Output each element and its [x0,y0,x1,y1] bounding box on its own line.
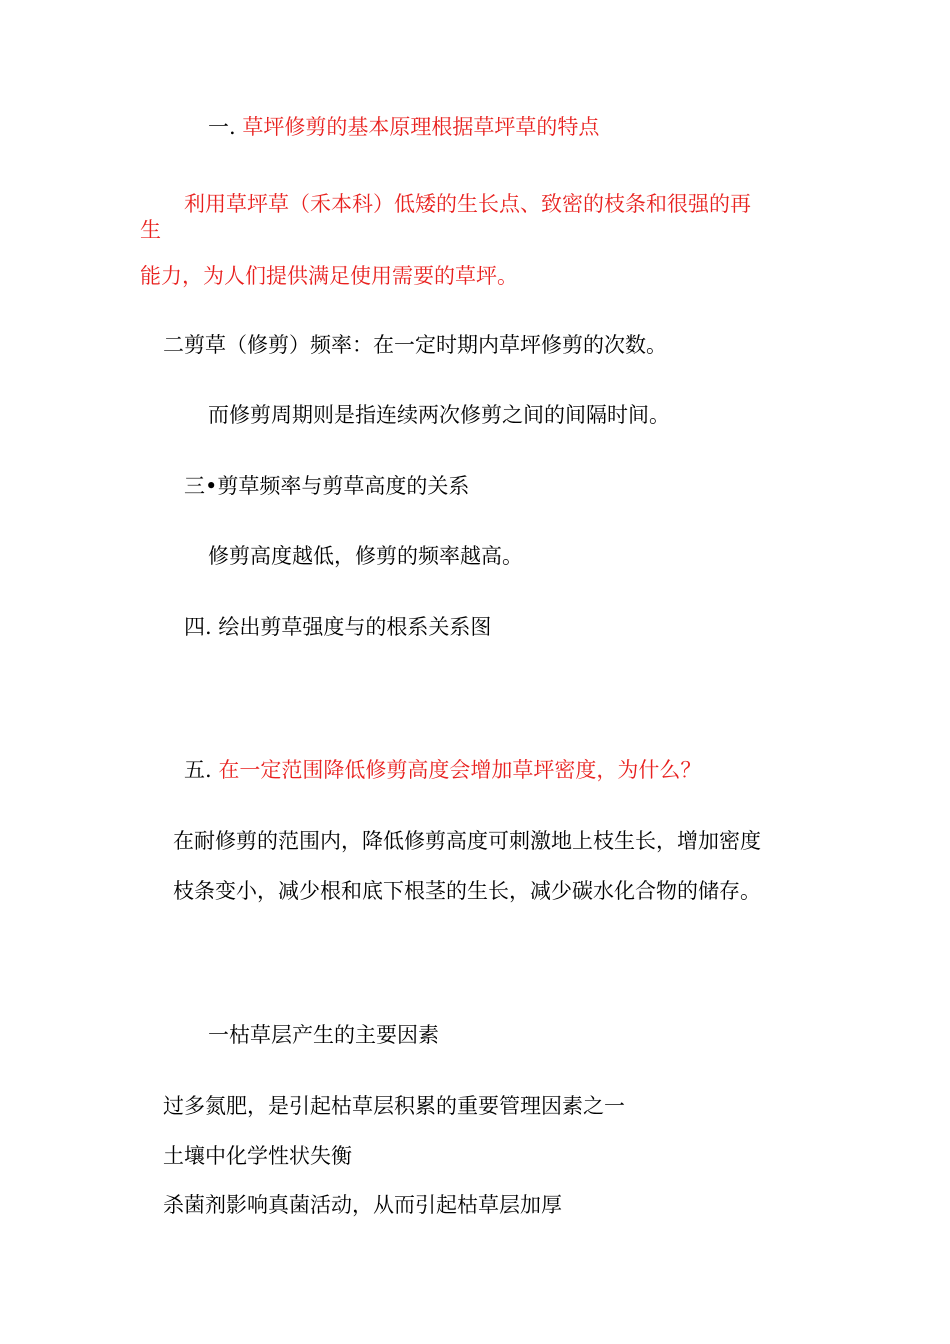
paragraph-2: 而修剪周期则是指连续两次修剪之间的间隔时间。 [208,403,670,427]
heading-2: 二剪草（修剪）频率：在一定时期内草坪修剪的次数。 [163,333,667,357]
heading-3: 三•剪草频率与剪草高度的关系 [184,474,470,498]
paragraph-1-line-1: 利用草坪草（禾本科）低矮的生长点、致密的枝条和很强的再 [184,192,751,216]
heading-1-number: 一. [208,115,243,139]
heading-1-text: 草坪修剪的基本原理根据草坪草的特点 [242,115,600,139]
paragraph-1-line-3: 能力，为人们提供满足使用需要的草坪。 [140,264,518,288]
factor-item-2: 土壤中化学性状失衡 [163,1144,352,1168]
heading-6: 一枯草层产生的主要因素 [208,1023,439,1047]
heading-4: 四. 绘出剪草强度与的根系关系图 [184,615,492,639]
paragraph-5-line-1: 在耐修剪的范围内，降低修剪高度可刺激地上枝生长，增加密度 [173,829,761,853]
heading-1 [208,117,599,138]
paragraph-5-line-2: 枝条变小，减少根和底下根茎的生长，减少碳水化合物的储存。 [173,879,761,903]
paragraph-1-line-2: 生 [140,218,161,242]
factor-item-1: 过多氮肥，是引起枯草层积累的重要管理因素之一 [163,1094,625,1118]
factor-item-3: 杀菌剂影响真菌活动，从而引起枯草层加厚 [163,1193,562,1217]
paragraph-3: 修剪高度越低，修剪的频率越高。 [208,544,523,568]
heading-5-number: 五. [184,758,219,782]
heading-5-text: 在一定范围降低修剪高度会增加草坪密度，为什么？ [218,758,702,782]
heading-5 [184,760,701,781]
